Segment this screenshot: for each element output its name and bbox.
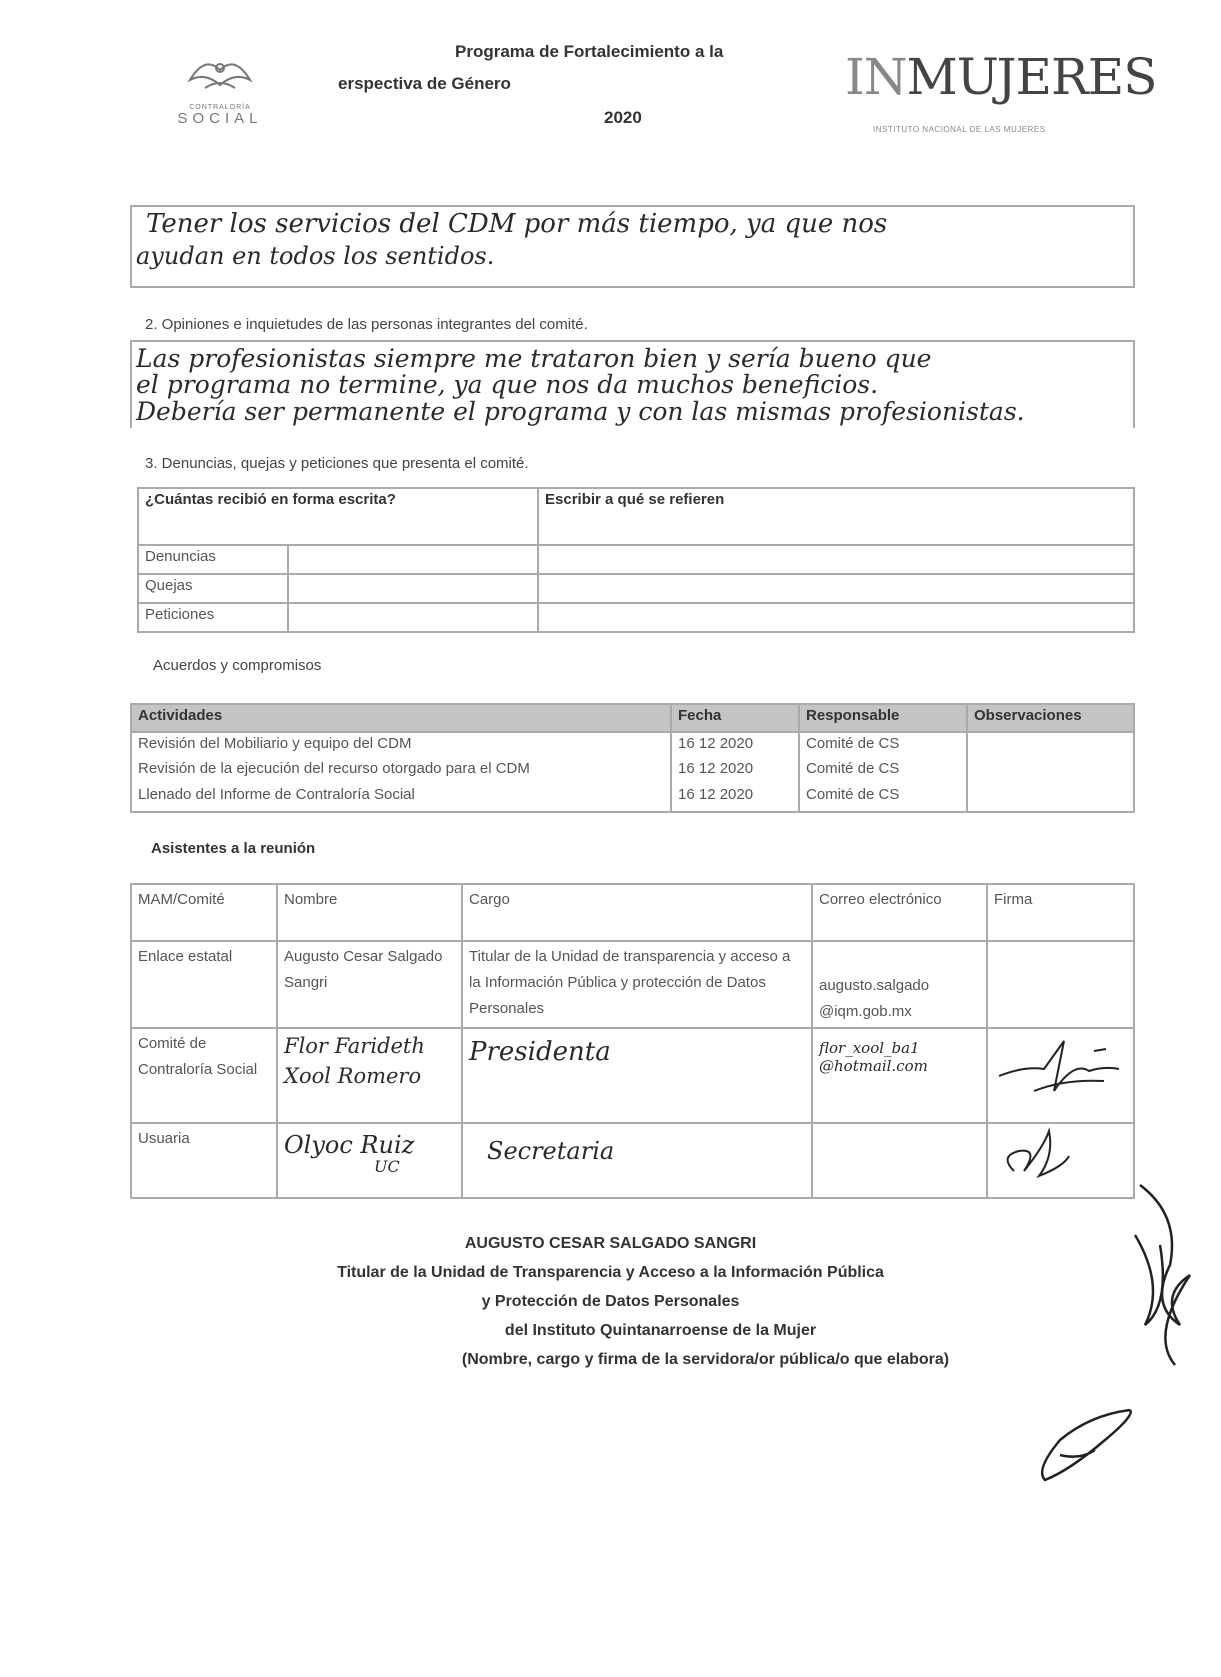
attendee-type: Comité de Contraloría Social — [131, 1028, 277, 1123]
complaints-col2-header: Escribir a qué se refieren — [538, 488, 1134, 545]
agreements-label: Acuerdos y compromisos — [153, 657, 322, 674]
agreement-date: 16 12 2020 — [671, 758, 799, 784]
agreement-activity: Llenado del Informe de Contraloría Social — [131, 784, 671, 812]
agreement-responsible: Comité de CS — [799, 758, 967, 784]
attendees-label: Asistentes a la reunión — [151, 840, 316, 857]
attendee-email — [812, 1123, 987, 1198]
footer-title-cont: y Protección de Datos Personales — [481, 1293, 740, 1310]
answer-line-1: Tener los servicios del CDM por más tiempo, ya que nos — [146, 209, 888, 239]
agreements-header-date: Fecha — [671, 704, 799, 732]
attendee-type: Enlace estatal — [131, 941, 277, 1028]
answer-line-2: ayudan en todos los sentidos. — [136, 242, 495, 270]
header-year: 2020 — [604, 108, 642, 127]
attendee-email-line2: @hotmail.com — [819, 1057, 928, 1075]
attendees-table — [130, 883, 1135, 1199]
logo-left-line1: CONTRALORÍA — [189, 104, 251, 111]
opinion-line-3: Debería ser permanente el programa y con las mismas profesionistas. — [136, 397, 1025, 426]
attendees-header-role: Cargo — [462, 884, 812, 941]
complaints-col1-header: ¿Cuántas recibió en forma escrita? — [138, 488, 538, 545]
signature-scribble-icon — [994, 1126, 1074, 1186]
footer-caption: (Nombre, cargo y firma de la servidora/or pública/o que elabora) — [461, 1351, 950, 1368]
attendee-email-line1: flor_xool_ba1 — [819, 1039, 920, 1057]
complaints-desc-cell — [538, 574, 1134, 603]
agreements-header-notes: Observaciones — [967, 704, 1134, 732]
complaints-row-label: Peticiones — [138, 603, 288, 632]
complaints-count-cell — [288, 545, 538, 574]
brand-rest: MUJERES — [906, 48, 1157, 106]
brand-subtitle: INSTITUTO NACIONAL DE LAS MUJERES — [873, 125, 1046, 134]
eagle-emblem-icon — [185, 50, 255, 100]
attendee-role-handwritten: Presidenta — [462, 1028, 812, 1123]
attendee-name: Augusto Cesar Salgado Sangri — [277, 941, 462, 1028]
agreement-date: 16 12 2020 — [671, 732, 799, 758]
agreement-date: 16 12 2020 — [671, 784, 799, 812]
complaints-count-cell — [288, 574, 538, 603]
complaints-row-label: Quejas — [138, 574, 288, 603]
attendee-role-handwritten: Secretaria — [462, 1123, 812, 1198]
attendees-header-name: Nombre — [277, 884, 462, 941]
agreement-responsible: Comité de CS — [799, 732, 967, 758]
attendee-name-line2: Xool Romero — [284, 1064, 422, 1088]
contraloria-social-logo — [150, 50, 290, 140]
agreements-header-activities: Actividades — [131, 704, 671, 732]
header-title-line2: erspectiva de Género — [338, 74, 511, 93]
footer-name: AUGUSTO CESAR SALGADO SANGRI — [464, 1235, 757, 1252]
attendee-name-handwritten — [277, 1123, 462, 1198]
attendee-email: augusto.salgado @iqm.gob.mx — [812, 941, 987, 1028]
complaints-table — [137, 487, 1135, 633]
agreement-notes — [967, 758, 1134, 784]
agreement-activity: Revisión del Mobiliario y equipo del CDM — [131, 732, 671, 758]
attendee-name-handwritten — [277, 1028, 462, 1123]
signature-scribble-icon — [994, 1031, 1124, 1111]
attendee-signature — [987, 941, 1134, 1028]
section-3-label: 3. Denuncias, quejas y peticiones que presenta el comité. — [145, 455, 529, 472]
agreements-header-responsible: Responsable — [799, 704, 967, 732]
agreement-notes — [967, 784, 1134, 812]
footer-title: Titular de la Unidad de Transparencia y Acceso a la Información Pública — [337, 1264, 884, 1281]
brand-in: IN — [845, 48, 907, 106]
agreement-activity: Revisión de la ejecución del recurso otorgado para el CDM — [131, 758, 671, 784]
initials-scribble-icon — [1030, 1400, 1140, 1490]
attendee-type: Usuaria — [131, 1123, 277, 1198]
attendee-name-line1: Flor Farideth — [284, 1034, 425, 1058]
attendees-header-type: MAM/Comité — [131, 884, 277, 941]
opinion-line-2: el programa no termine, ya que nos da muchos beneficios. — [136, 370, 879, 399]
complaints-desc-cell — [538, 545, 1134, 574]
opinions-box — [130, 340, 1135, 428]
complaints-count-cell — [288, 603, 538, 632]
attendee-name-line1: Olyoc Ruiz — [284, 1131, 415, 1159]
agreements-table — [130, 703, 1135, 813]
attendees-header-signature: Firma — [987, 884, 1134, 941]
handwritten-answer-box — [130, 205, 1135, 288]
inmujeres-logo — [845, 48, 1156, 106]
attendee-name-line2: UC — [374, 1157, 400, 1176]
footer-institute: del Instituto Quintanarroense de la Mujer — [504, 1322, 817, 1339]
attendees-header-email: Correo electrónico — [812, 884, 987, 941]
complaints-desc-cell — [538, 603, 1134, 632]
footer-signature-block — [0, 1229, 1221, 1374]
agreement-notes — [967, 732, 1134, 758]
margin-signature-icon — [1120, 1175, 1200, 1375]
complaints-row-label: Denuncias — [138, 545, 288, 574]
logo-left-line2: SOCIAL — [177, 110, 263, 127]
attendee-role: Titular de la Unidad de transparencia y acceso a la Información Pública y protección de Datos Personales — [462, 941, 812, 1028]
attendee-signature — [987, 1123, 1134, 1198]
header-title-line1: Programa de Fortalecimiento a la — [455, 42, 724, 61]
attendee-email-handwritten — [812, 1028, 987, 1123]
agreement-responsible: Comité de CS — [799, 784, 967, 812]
attendee-signature — [987, 1028, 1134, 1123]
section-2-label: 2. Opiniones e inquietudes de las personas integrantes del comité. — [145, 316, 588, 333]
opinion-line-1: Las profesionistas siempre me trataron bien y sería bueno que — [136, 344, 932, 373]
